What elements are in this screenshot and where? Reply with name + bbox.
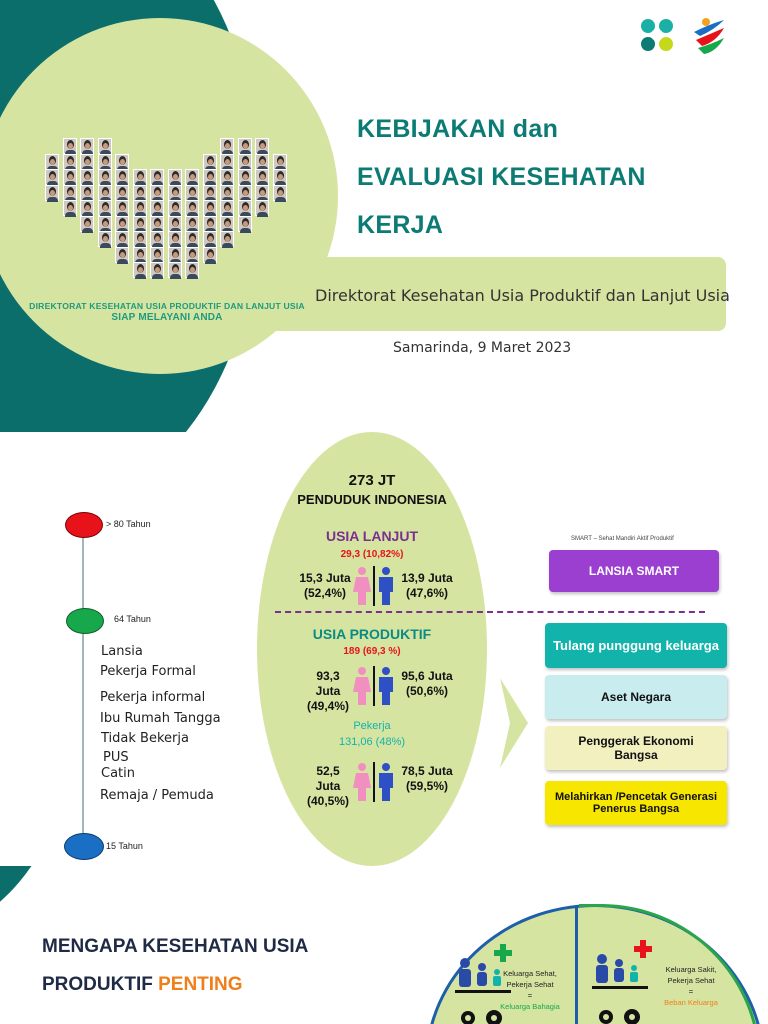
staff-photo [150, 247, 164, 263]
staff-photo [150, 185, 164, 201]
photo-part [138, 236, 143, 242]
staff-photo [133, 200, 147, 216]
photo-part [260, 174, 265, 180]
staff-photo [185, 169, 199, 185]
photo-part [65, 212, 76, 217]
photo-part [208, 205, 213, 211]
photo-part [190, 190, 195, 196]
photo-part [138, 267, 143, 273]
photo-part [103, 205, 108, 211]
photo-part [173, 252, 178, 258]
age-15-marker [64, 833, 104, 860]
staff-photo [238, 200, 252, 216]
photo-part [243, 159, 248, 165]
staff-photo [80, 216, 94, 232]
right-card-line-2: Pekerja Sehat [667, 976, 715, 985]
group-pus: PUS [103, 750, 129, 765]
photo-part [50, 159, 55, 165]
staff-photo [63, 185, 77, 201]
gender-icon-produktif [352, 666, 396, 706]
staff-photo [220, 231, 234, 247]
photo-part [155, 174, 160, 180]
staff-photo [63, 154, 77, 170]
left-card-line-1: Keluarga Sehat, [503, 969, 557, 978]
staff-photo [238, 138, 252, 154]
sick-family-icon [592, 954, 648, 998]
group-pekerja-formal: Pekerja Formal [100, 664, 196, 679]
photo-part [243, 205, 248, 211]
teal-decor-shape-bottom [0, 866, 80, 936]
usia-produktif-title: USIA PRODUKTIF [312, 626, 432, 642]
usia-lanjut-male-stat: 13,9 Juta (47,6%) [401, 571, 453, 600]
staff-photo [255, 185, 269, 201]
photo-part [225, 221, 230, 227]
photo-part [205, 259, 216, 264]
staff-photo [220, 216, 234, 232]
photo-part [85, 174, 90, 180]
staff-photo [220, 169, 234, 185]
staff-photo [203, 200, 217, 216]
photo-part [68, 159, 73, 165]
photo-part [138, 205, 143, 211]
staff-photo [220, 154, 234, 170]
photo-part [103, 190, 108, 196]
age-64-label: 64 Tahun [114, 614, 151, 624]
right-card-text [650, 964, 732, 1008]
staff-photo [168, 185, 182, 201]
staff-photo [45, 154, 59, 170]
photo-part [120, 252, 125, 258]
photo-part [187, 274, 198, 279]
photo-part [68, 174, 73, 180]
staff-photo [150, 262, 164, 278]
box-aset-negara: Aset Negara [545, 675, 727, 719]
staff-photo [273, 185, 287, 201]
staff-photo [150, 231, 164, 247]
population-slide [0, 432, 768, 866]
photo-part [173, 267, 178, 273]
staff-photo [185, 216, 199, 232]
kemenkes-logo-icon [636, 14, 678, 58]
title-line-1: KEBIJAKAN dan [357, 115, 559, 143]
directorate-banner [14, 301, 320, 323]
photo-part [120, 221, 125, 227]
photo-part [173, 221, 178, 227]
heading-highlight: PENTING [158, 974, 243, 995]
photo-part [120, 236, 125, 242]
staff-photo [80, 200, 94, 216]
photo-part [82, 228, 93, 233]
age-15-label: 15 Tahun [106, 841, 143, 851]
heading-prefix: PRODUKTIF [42, 974, 159, 995]
staff-photo [63, 138, 77, 154]
photo-part [155, 190, 160, 196]
staff-photo [115, 200, 129, 216]
gender-icon-lansia [352, 566, 396, 606]
staff-photo [238, 154, 252, 170]
photo-part [103, 174, 108, 180]
photo-part [138, 221, 143, 227]
staff-photo [98, 185, 112, 201]
right-arrow-icon [500, 678, 528, 768]
photo-part [120, 190, 125, 196]
gear-icon [458, 1006, 518, 1024]
title-slide [0, 0, 768, 432]
photo-part [260, 205, 265, 211]
box-penggerak-ekonomi: Penggerak Ekonomi Bangsa [545, 726, 727, 770]
photo-part [120, 205, 125, 211]
photo-part [155, 236, 160, 242]
photo-part [278, 174, 283, 180]
staff-photo [168, 200, 182, 216]
title-line-2: EVALUASI KESEHATAN [357, 163, 646, 191]
left-card-result: Keluarga Bahagia [500, 1002, 560, 1011]
staff-photo [238, 169, 252, 185]
staff-photo [98, 200, 112, 216]
group-tidak-bekerja: Tidak Bekerja [101, 731, 189, 746]
event-date: Samarinda, 9 Maret 2023 [393, 340, 572, 356]
photo-part [190, 252, 195, 258]
staff-photo [98, 231, 112, 247]
photo-part [85, 159, 90, 165]
photo-part [278, 190, 283, 196]
photo-part [103, 159, 108, 165]
group-pekerja-informal: Pekerja informal [100, 690, 206, 705]
group-catin: Catin [101, 766, 135, 781]
photo-part [225, 236, 230, 242]
dashed-divider [275, 611, 705, 613]
heading-line-1: MENGAPA KESEHATAN USIA [42, 936, 309, 957]
title-line-3: KERJA [357, 211, 444, 239]
staff-photo [168, 247, 182, 263]
photo-part [50, 174, 55, 180]
staff-photo [133, 169, 147, 185]
staff-photo [45, 169, 59, 185]
tagline: SIAP MELAYANI ANDA [111, 312, 223, 323]
photo-part [260, 159, 265, 165]
photo-part [138, 190, 143, 196]
photo-part [190, 205, 195, 211]
photo-part [68, 205, 73, 211]
left-card-line-2: Pekerja Sehat [506, 980, 554, 989]
photo-part [222, 243, 233, 248]
photo-part [103, 236, 108, 242]
staff-photo [80, 169, 94, 185]
photo-part [208, 174, 213, 180]
staff-photo [133, 216, 147, 232]
lansia-smart-box: LANSIA SMART [549, 550, 719, 592]
staff-photo [168, 216, 182, 232]
photo-part [85, 190, 90, 196]
right-card-result: Beban Keluarga [664, 998, 718, 1007]
photo-part [135, 274, 146, 279]
circle-divider [575, 906, 578, 1024]
staff-photo [115, 185, 129, 201]
staff-photo [220, 138, 234, 154]
staff-photo [168, 231, 182, 247]
staff-photo [98, 169, 112, 185]
gear-icon-right [596, 1004, 656, 1024]
usia-produktif-total: 189 (69,3 %) [343, 646, 401, 657]
staff-photo [115, 169, 129, 185]
photo-part [208, 236, 213, 242]
heading-line-2 [42, 974, 243, 996]
staff-photo [150, 216, 164, 232]
staff-photo [98, 138, 112, 154]
staff-photo [115, 231, 129, 247]
staff-photo [185, 231, 199, 247]
staff-photo [150, 169, 164, 185]
photo-part [47, 197, 58, 202]
photo-part [138, 174, 143, 180]
age-64-marker [66, 608, 104, 634]
photo-part [257, 212, 268, 217]
staff-photo [203, 216, 217, 232]
staff-photo [150, 200, 164, 216]
photo-part [155, 267, 160, 273]
staff-photo [133, 185, 147, 201]
staff-photo [98, 216, 112, 232]
photo-part [85, 205, 90, 211]
healthy-movement-logo-icon [690, 14, 730, 58]
photo-part [120, 174, 125, 180]
usia-produktif-male-stat: 95,6 Juta (50,6%) [401, 669, 453, 698]
photo-part [240, 228, 251, 233]
age-80-label: > 80 Tahun [106, 519, 151, 529]
staff-photo [255, 169, 269, 185]
photo-part [208, 221, 213, 227]
photo-part [155, 252, 160, 258]
usia-lanjut-female-stat: 15,3 Juta (52,4%) [299, 571, 351, 600]
photo-part [120, 159, 125, 165]
photo-part [100, 243, 111, 248]
directorate-name: DIREKTORAT KESEHATAN USIA PRODUKTIF DAN LANJUT USIA [29, 301, 305, 311]
population-label: PENDUDUK INDONESIA [297, 492, 447, 507]
staff-photo [98, 154, 112, 170]
usia-lanjut-total: 29,3 (10,82%) [340, 549, 404, 560]
usia-produktif-female-stat: 93,3 Juta (49,4%) [306, 669, 350, 713]
photo-part [152, 274, 163, 279]
photo-part [278, 159, 283, 165]
photo-part [243, 190, 248, 196]
photo-part [225, 174, 230, 180]
photo-part [225, 159, 230, 165]
staff-photo [255, 154, 269, 170]
photo-part [50, 190, 55, 196]
staff-photo [115, 154, 129, 170]
staff-photo [220, 185, 234, 201]
photo-part [225, 143, 230, 149]
photo-part [190, 221, 195, 227]
gender-icon-pekerja [352, 762, 396, 802]
staff-photo [203, 231, 217, 247]
staff-photo [80, 154, 94, 170]
photo-part [208, 190, 213, 196]
staff-photo [133, 247, 147, 263]
staff-photo [185, 247, 199, 263]
photo-part [208, 159, 213, 165]
staff-photo [185, 200, 199, 216]
staff-photo [273, 169, 287, 185]
photo-part [103, 143, 108, 149]
photo-part [243, 174, 248, 180]
staff-photo [238, 216, 252, 232]
photo-part [190, 174, 195, 180]
staff-photo [203, 169, 217, 185]
photo-part [190, 267, 195, 273]
photo-part [103, 221, 108, 227]
photo-part [190, 236, 195, 242]
staff-photo [185, 262, 199, 278]
staff-photo [203, 247, 217, 263]
staff-photo [115, 247, 129, 263]
staff-photo [133, 262, 147, 278]
photo-part [173, 190, 178, 196]
photo-part [225, 205, 230, 211]
photo-part [155, 221, 160, 227]
photo-part [68, 190, 73, 196]
staff-photo [220, 200, 234, 216]
staff-photo [238, 185, 252, 201]
photo-part [138, 252, 143, 258]
photo-part [85, 143, 90, 149]
right-card-eq: = [688, 987, 694, 996]
pekerja-male-stat: 78,5 Juta (59,5%) [401, 764, 453, 793]
photo-part [85, 221, 90, 227]
staff-photo [63, 169, 77, 185]
pekerja-total: 131,06 (48%) [338, 736, 406, 748]
right-card-line-1: Keluarga Sakit, [665, 965, 717, 974]
photo-part [173, 205, 178, 211]
staff-photo [203, 154, 217, 170]
staff-photo [45, 185, 59, 201]
photo-part [225, 190, 230, 196]
photo-part [173, 174, 178, 180]
box-tulang-punggung: Tulang punggung keluarga [545, 623, 727, 668]
staff-photo [273, 154, 287, 170]
photo-part [243, 221, 248, 227]
age-timeline-axis [82, 524, 84, 842]
group-ibu-rumah-tangga: Ibu Rumah Tangga [100, 711, 221, 726]
age-80-marker [65, 512, 103, 538]
box-pencetak-generasi: Melahirkan /Pencetak Generasi Penerus Bangsa [545, 781, 727, 825]
importance-slide [0, 866, 768, 1024]
staff-photo [185, 185, 199, 201]
smart-caption: SMART – Sehat Mandiri Aktif Produktif [571, 536, 674, 542]
staff-photo [63, 200, 77, 216]
photo-part [243, 143, 248, 149]
staff-photo [80, 185, 94, 201]
photo-part [208, 252, 213, 258]
staff-photo [255, 138, 269, 154]
usia-lanjut-title: USIA LANJUT [325, 528, 419, 544]
pekerja-female-stat: 52,5 Juta (40,5%) [306, 764, 350, 808]
photo-part [117, 259, 128, 264]
staff-photo [80, 138, 94, 154]
photo-part [260, 190, 265, 196]
staff-photo [168, 262, 182, 278]
staff-photo [115, 216, 129, 232]
subtitle: Direktorat Kesehatan Usia Produktif dan Lanjut Usia [315, 286, 730, 305]
pekerja-title: Pekerja [353, 720, 391, 732]
photo-part [275, 197, 286, 202]
staff-photo-heart-mosaic [35, 136, 295, 286]
group-remaja-pemuda: Remaja / Pemuda [100, 788, 214, 803]
staff-photo [133, 231, 147, 247]
staff-photo [255, 200, 269, 216]
population-total: 273 JT [348, 472, 396, 489]
group-lansia: Lansia [101, 644, 143, 659]
photo-part [170, 274, 181, 279]
left-card-eq: = [527, 991, 533, 1000]
staff-photo [168, 169, 182, 185]
photo-part [173, 236, 178, 242]
photo-part [155, 205, 160, 211]
staff-photo [203, 185, 217, 201]
photo-part [68, 143, 73, 149]
photo-part [260, 143, 265, 149]
